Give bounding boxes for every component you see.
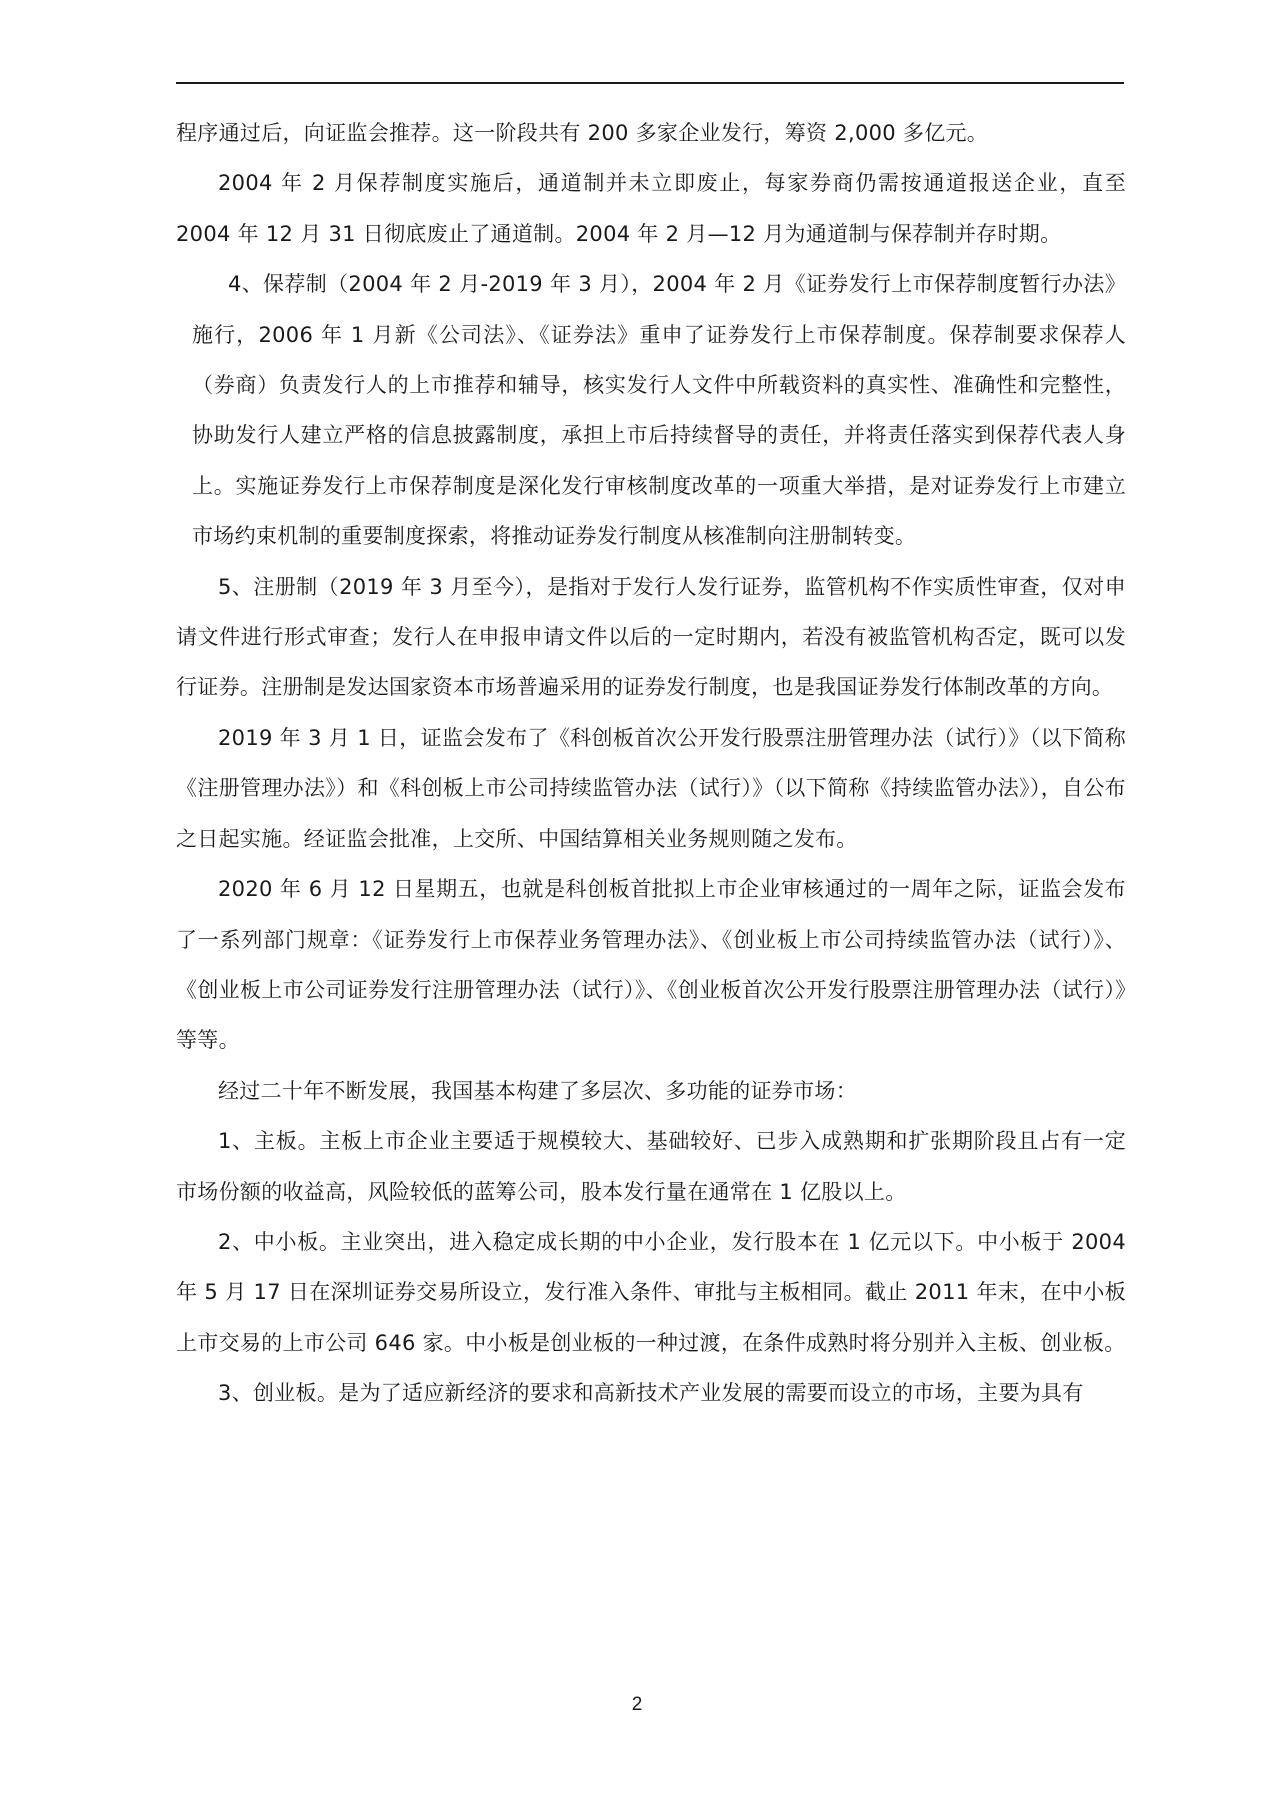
paragraph-growth-board: 3、创业板。是为了适应新经济的要求和高新技术产业发展的需要而设立的市场，主要为具有 bbox=[218, 1381, 1084, 1406]
paragraph-market-overview: 经过二十年不断发展，我国基本构建了多层次、多功能的证券市场： bbox=[218, 1078, 857, 1103]
paragraph-registration-system: 5、注册制（2019 年 3 月至今），是指对于发行人发行证券，监管机构不作实质性审查，仅对申请文件进行形式审查；发行人在申报申请文件以后的一定时期内，若没有被监管机构否定，既可以发行证券。注册制是发达国家资本市场普遍采用的证券发行制度，也是我国证券发行体制改革的方向。 bbox=[176, 574, 1126, 700]
header-rule bbox=[176, 82, 1124, 84]
paragraph-sme-board: 2、中小板。主业突出，进入稳定成长期的中小企业，发行股本在 1 亿元以下。中小板于 2004 年 5 月 17 日在深圳证券交易所设立，发行准入条件、审批与主板相同。截止 2011 年末，在中小板上市交易的上市公司 646 家。中小板是创业板的一种过渡，在条件成熟时将分别并入主板、创业板。 bbox=[176, 1229, 1126, 1355]
body-text bbox=[176, 108, 1126, 1419]
paragraph-sponsorship-system: 4、保荐制（2004 年 2 月-2019 年 3 月），2004 年 2 月《证券发行上市保荐制度暂行办法》施行，2006 年 1 月新《公司法》、《证券法》重申了证券发行上市保荐制度。保荐制要求保荐人（券商）负责发行人的上市推荐和辅导，核实发行人文件中所载资料的真实性、准确性和完整性，协助发行人建立严格的信息披露制度，承担上市后持续督导的责任，并将责任落实到保荐代表人身上。实施证券发行上市保荐制度是深化发行审核制度改革的一项重大举措，是对证券发行上市建立市场约束机制的重要制度探索，将推动证券发行制度从核准制向注册制转变。 bbox=[192, 272, 1126, 549]
page-number: 2 bbox=[631, 1694, 643, 1715]
paragraph-2019-rules: 2019 年 3 月 1 日，证监会发布了《科创板首次公开发行股票注册管理办法（试行）》（以下简称《注册管理办法》）和《科创板上市公司持续监管办法（试行）》（以下简称《持续监管办法》），自公布之日起实施。经证监会批准，上交所、中国结算相关业务规则随之发布。 bbox=[176, 725, 1126, 851]
paragraph-continuation: 程序通过后，向证监会推荐。这一阶段共有 200 多家企业发行，筹资 2,000 多亿元。 bbox=[176, 121, 989, 145]
paragraph-transition-period: 2004 年 2 月保荐制度实施后，通道制并未立即废止，每家券商仍需按通道报送企业，直至 2004 年 12 月 31 日彻底废止了通道制。2004 年 2 月—12 月为通道制与保荐制并存时期。 bbox=[176, 171, 1126, 246]
paragraph-main-board: 1、主板。主板上市企业主要适于规模较大、基础较好、已步入成熟期和扩张期阶段且占有一定市场份额的收益高，风险较低的蓝筹公司，股本发行量在通常在 1 亿股以上。 bbox=[176, 1129, 1126, 1204]
paragraph-2020-rules: 2020 年 6 月 12 日星期五，也就是科创板首批拟上市企业审核通过的一周年之际，证监会发布了一系列部门规章：《证券发行上市保荐业务管理办法》、《创业板上市公司持续监管办法（试行）》、《创业板上市公司证券发行注册管理办法（试行）》、《创业板首次公开发行股票注册管理办法（试行）》等等。 bbox=[176, 877, 1126, 1053]
